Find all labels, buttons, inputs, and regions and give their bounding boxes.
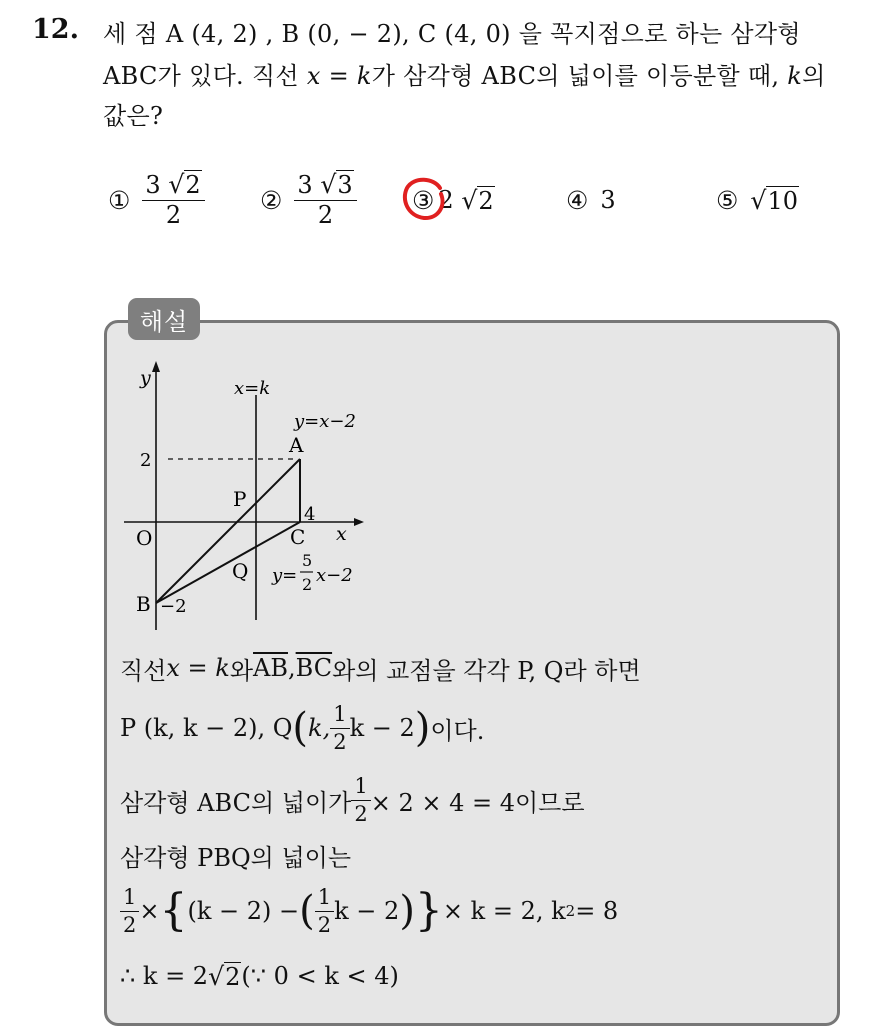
choice-3[interactable]: ③ 2 √2 [412, 185, 494, 215]
line-k-label: x=k [234, 378, 271, 399]
solution-line-3: 삼각형 ABC의 넓이가 $\frac{1}{2}$ × 2 × 4 = 4이므로 [120, 774, 585, 826]
choice-2-fraction: $\frac{3 √3}{2}$ [294, 172, 356, 229]
line-ab-label: y=x−2 [294, 411, 356, 432]
choice-1-fraction: $\frac{3 √2}{2}$ [142, 172, 204, 229]
solution-line-4: 삼각형 PBQ의 넓이는 [120, 843, 352, 872]
question-line-2: ABC가 있다. 직선 x = k가 삼각형 ABC의 넓이를 이등분할 때, k의 [103, 62, 826, 90]
x-axis-arrow [354, 518, 364, 526]
choice-4[interactable]: ④ 3 [566, 185, 616, 215]
tick-4-label: 4 [304, 504, 316, 525]
x-axis-label: x [336, 523, 347, 545]
solution-line-5: $\frac{1}{2}$ × { (k − 2) − ( $\frac{1}{2}$ k − 2 ) } × k = 2, k 2 = 8 [120, 878, 618, 944]
y-axis-arrow [152, 361, 160, 372]
y-axis-label: y [140, 367, 151, 389]
solution-graph [110, 355, 380, 630]
segment-bc [156, 522, 300, 603]
tick-minus2-label: −2 [160, 596, 187, 617]
question-number: 12. [32, 14, 79, 45]
question-line-3: 값은? [103, 102, 164, 130]
line-bc-suffix: x−2 [316, 565, 353, 586]
point-p-label: P [233, 487, 247, 511]
solution-tag: 해설 [128, 298, 200, 340]
solution-line-1: 직선 x = k 와 $\overline{AB}$ , $\overline{BC}$ 와의 교점을 각각 P, Q라 하면 [120, 654, 641, 685]
point-c-label: C [290, 525, 306, 549]
line-bc-den: 2 [302, 575, 313, 594]
line-bc-prefix: y= [272, 565, 298, 586]
tick-2-label: 2 [140, 450, 152, 471]
point-a-label: A [289, 433, 304, 457]
solution-line-6: ∴ k = 2 √2 (∵ 0 < k < 4) [120, 961, 399, 991]
choice-2[interactable]: ② $\frac{3 √3}{2}$ [260, 168, 357, 232]
answer-circle-mark [400, 174, 450, 224]
origin-label: O [136, 526, 153, 550]
choice-1[interactable]: ① $\frac{3 √2}{2}$ [108, 168, 205, 232]
line-bc-num: 5 [302, 551, 313, 570]
point-b-label: B [136, 592, 151, 616]
question-line-1: 세 점 A (4, 2) , B (0, − 2), C (4, 0) 을 꼭지점으로 하는 삼각형 [103, 20, 801, 48]
choice-5[interactable]: ⑤ √10 [716, 185, 799, 215]
solution-line-2: P (k, k − 2), Q ( k, $\frac{1}{2}$ k − 2 ) 이다. [120, 702, 485, 754]
point-q-label: Q [232, 559, 249, 583]
